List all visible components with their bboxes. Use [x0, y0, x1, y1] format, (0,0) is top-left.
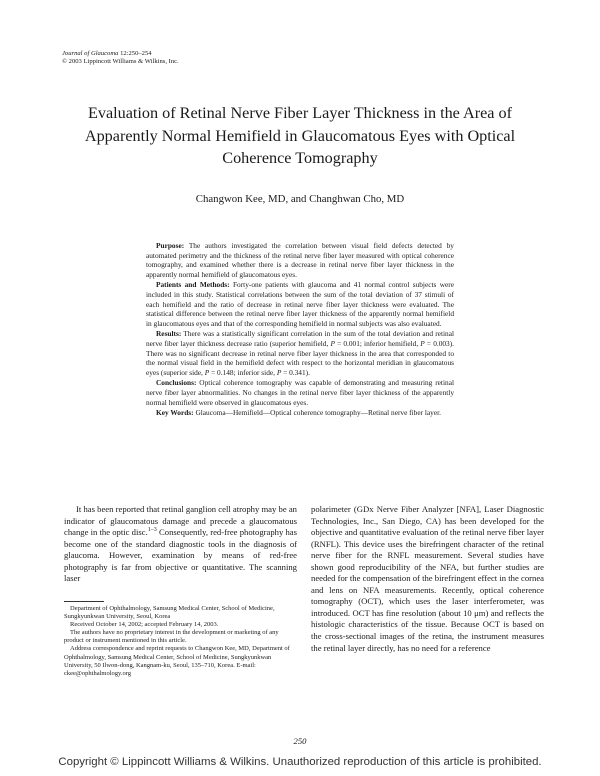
keywords-label: Key Words:: [156, 407, 194, 417]
p-symbol: P: [276, 368, 282, 378]
footnote-received: Received October 14, 2002; accepted February 14, 2003.: [70, 621, 219, 629]
abstract-purpose: [146, 241, 454, 280]
abstract: [146, 241, 454, 418]
results-label: Results:: [156, 329, 182, 339]
journal-copyright: © 2003 Lippincott Williams & Wilkins, Inc.: [62, 58, 179, 65]
journal-name: Journal of Glaucoma: [62, 50, 119, 57]
conclusions-label: Conclusions:: [156, 378, 197, 388]
article-title: Evaluation of Retinal Nerve Fiber Layer Thickness in the Area of Apparently Normal Hemifield in Glaucomatous Eyes with Optical Coherence Tomography: [84, 104, 516, 167]
journal-volume-pages: 12:250–254: [118, 50, 152, 57]
keywords-text: Glaucoma—Hemifield—Optical coherence tomography—Retinal nerve fiber layer.: [195, 407, 441, 417]
conclusions-text: Optical coherence tomography was capable of demonstrating and measuring retinal nerve fiber layer abnormalities. No changes in the retinal nerve fiber layer thickness of the apparently normal hemifield were observed in glaucomatous eyes.: [146, 378, 454, 407]
footnote-disclosure: The authors have no proprietary interest in the development or marketing of any product or instrument mentioned in this article.: [64, 629, 279, 645]
results-text: = 0.003). There was no significant decrease in retinal nerve fiber layer thickness in the area that corresponded to the normal visual field in the hemifield defect with respect to the horizontal meridian in glaucomatous eyes (superior side,: [146, 339, 455, 378]
body-column-right: [311, 504, 544, 654]
journal-header: [62, 50, 179, 66]
p-symbol: P: [204, 368, 210, 378]
body-paragraph: polarimeter (GDx Nerve Fiber Analyzer [NFA], Laser Diagnostic Technologies, Inc., San Diego, CA) has been developed for the objective and quantitative evaluation of the retinal nerve fiber layer (RNFL). This device uses the birefringent character of the retinal nerve fiber for the RNFL measurement. Several studies have shown good reproducibility of the NFA, but further studies are needed for the compensation of the birefringent effect in the cornea and lens on NFA measurements. Recently, optical coherence tomography (OCT), which uses the laser interferometer, was introduced. OCT has fine resolution (about 10 μm) and reflects the histologic characteristics of the tissue. Because OCT is based on the cross-sectional images of the retina, the instrument measures the retinal layer directly, has no need for a reference: [311, 504, 544, 653]
footnotes: [64, 605, 297, 678]
methods-label: Patients and Methods:: [156, 280, 230, 290]
purpose-text: The authors investigated the correlation between visual field defects detected by automated perimetry and the thickness of the retinal nerve fiber layer measured with optical coherence tomography, and examined whether there is a decrease in retinal nerve fiber layer thickness in the apparently normal hemifield of glaucomatous eyes.: [146, 241, 454, 280]
purpose-label: Purpose:: [156, 241, 185, 250]
results-text: = 0.148; inferior side,: [209, 368, 277, 378]
footnote-divider: [64, 601, 104, 602]
results-text: = 0.341).: [281, 368, 310, 378]
intro-text: Consequently, red-free photography has become one of the standard diagnostic tools in the diagnosis of glaucoma. However, examination by means of red-free photography is far from objective or quantitative. The scanning laser: [64, 527, 297, 584]
body-column-left: [64, 504, 297, 585]
abstract-methods: [146, 280, 454, 329]
methods-text: Forty-one patients with glaucoma and 41 normal control subjects were included in this study. Statistical correlations between the sum of the total deviation of 37 stimuli of each hemifield and the ratio of decrease in retinal nerve fiber layer thickness were evaluated. The statistical difference between the retinal nerve fiber layer thickness of the apparently normal hemifield in glaucomatous eyes and that of the corresponding hemifield in normal subjects was also evaluated.: [146, 280, 454, 329]
intro-text: It has been reported that retinal ganglion cell atrophy may be an indicator of glaucomatous damage and precede a glaucomatous change in the optic disc.: [64, 504, 297, 538]
intro-paragraph: [64, 504, 297, 585]
citation-ref: 1–3: [147, 527, 157, 534]
journal-citation: [62, 50, 179, 58]
p-symbol: P: [420, 339, 425, 349]
footnote-affiliation: Department of Ophthalmology, Samsung Medical Center, School of Medicine, Sungkyunkwan University, Seoul, Korea: [64, 605, 275, 621]
p-symbol: P: [330, 339, 335, 349]
copyright-footer: Copyright © Lippincott Williams & Wilkins. Unauthorized reproduction of this article is prohibited.: [58, 756, 542, 768]
footnote-correspondence: Address correspondence and reprint requests to Changwon Kee, MD, Department of Ophthalmology, Samsung Medical Center, School of Medicine, Sungkyunkwan University, 50 Ilwon-dong, Kangnam-ku, Seoul, 135–710, Korea. E-mail: ckee@ophthalmology.org: [64, 645, 290, 677]
abstract-conclusions: [146, 378, 454, 407]
abstract-results: [146, 329, 454, 378]
results-text: = 0.001; inferior hemifield,: [334, 339, 421, 349]
page-number: 250: [293, 736, 307, 746]
abstract-keywords: [146, 408, 454, 418]
results-text: There was a statistically significant correlation in the sum of the total deviation and retinal nerve fiber layer thickness decrease ratio (superior hemifield,: [146, 329, 454, 349]
article-authors: Changwon Kee, MD, and Changhwan Cho, MD: [195, 193, 405, 205]
